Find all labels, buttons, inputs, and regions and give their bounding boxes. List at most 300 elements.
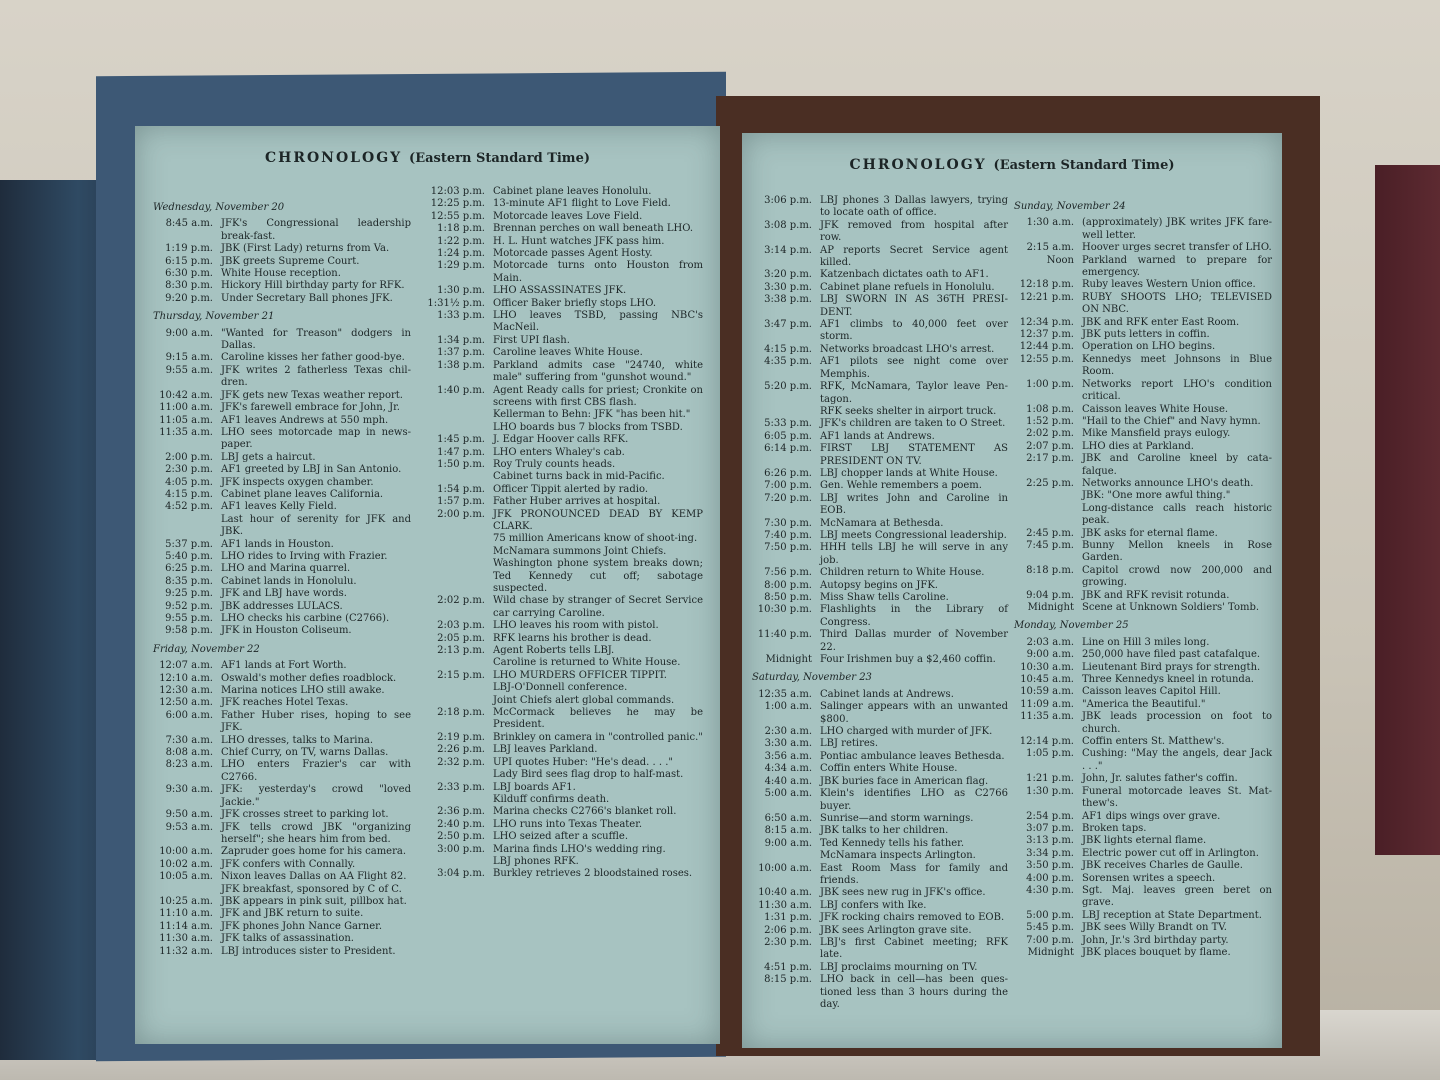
chronology-entry [153, 243, 411, 255]
entry-description: JBK places bouquet by flame. [1082, 946, 1231, 958]
entry-description: Under Secretary Ball phones JFK. [221, 292, 393, 304]
chronology-entry [425, 211, 703, 223]
entry-time: 2:30 a.m. [764, 726, 812, 738]
entry-description: White House reception. [221, 268, 341, 280]
chronology-entry [425, 385, 703, 410]
entry-time: 1:57 p.m. [437, 496, 485, 508]
chronology-entry [1014, 540, 1272, 565]
chronology-entry [425, 819, 703, 831]
entry-description: LHO dresses, talks to Marina. [221, 734, 374, 746]
entry-time: 7:20 p.m. [764, 492, 812, 504]
chronology-entry [425, 595, 703, 620]
chronology-entry [425, 782, 703, 794]
entry-time: Midnight [1027, 946, 1074, 958]
entry-description: Salinger appears with an unwanted $800. [820, 701, 1008, 725]
left-page [135, 126, 720, 1044]
chronology-entry [752, 269, 1008, 281]
entry-description: Brennan perches on wall beneath LHO. [493, 223, 694, 235]
entry-time: 3:47 p.m. [764, 319, 812, 331]
entry-description: Cabinet lands at Andrews. [820, 688, 954, 700]
entry-time: 3:56 a.m. [764, 750, 812, 762]
entry-description: Networks broadcast LHO's arrest. [820, 343, 995, 355]
entry-description: Lady Bird sees flag drop to half-mast. [493, 769, 684, 781]
chronology-entry [153, 415, 411, 427]
entry-description: LBJ writes John and Caroline in EOB. [820, 492, 1008, 517]
chronology-entry [425, 198, 703, 210]
entry-time: 11:30 a.m. [159, 933, 213, 945]
chronology-entry [1014, 416, 1272, 428]
entry-description: Four Irishmen buy a $2,460 coffin. [820, 654, 996, 666]
entry-description: JFK breakfast, sponsored by C of C. [221, 883, 402, 895]
entry-time: 8:50 p.m. [764, 592, 812, 603]
chronology-entry [1014, 947, 1272, 959]
entry-time: 7:40 p.m. [764, 529, 812, 541]
entry-time: 8:35 p.m. [165, 575, 213, 587]
entry-description: JFK reaches Hotel Texas. [221, 697, 349, 709]
chronology-entry [153, 390, 411, 402]
day-heading: Friday, November 22 [153, 643, 260, 655]
entry-time: 12:50 a.m. [159, 697, 213, 709]
entry-time: 9:55 p.m. [165, 613, 213, 624]
entry-description: JFK tells crowd JBK "organizing herself"; she hears him from bed. [221, 821, 411, 845]
entry-description: LBJ introduces sister to President. [221, 945, 396, 957]
entry-time [425, 769, 493, 781]
chronology-entry [752, 974, 1008, 1011]
chronology-entry [153, 933, 411, 945]
entry-time: 4:35 p.m. [764, 356, 812, 368]
entry-time: 2:45 p.m. [1026, 527, 1074, 539]
entry-time: 12:07 a.m. [159, 660, 213, 672]
entry-time: 12:03 p.m. [430, 186, 485, 197]
entry-time: 2:30 p.m. [165, 464, 213, 476]
chronology-entry [752, 738, 1008, 750]
entry-time: 2:05 p.m. [437, 632, 485, 644]
entry-time: 11:30 a.m. [758, 899, 812, 911]
entry-description: Flashlights in the Library of Congress. [820, 604, 1008, 628]
entry-description: Joint Chiefs alert global commands. [493, 694, 675, 706]
chronology-entry [153, 268, 411, 280]
entry-time: 7:00 p.m. [1026, 934, 1074, 946]
chronology-entry [1014, 637, 1272, 649]
entry-time: 12:55 p.m. [1019, 353, 1074, 365]
entry-description: LBJ phones RFK. [493, 855, 579, 867]
entry-description: LBJ proclaims mourning on TV. [820, 961, 978, 973]
chronology-entry [425, 856, 703, 868]
entry-time: 10:30 a.m. [1020, 661, 1074, 673]
chronology-entry [153, 551, 411, 563]
chronology-entry [1014, 674, 1272, 686]
chronology-entry [752, 604, 1008, 629]
entry-time: 12:37 p.m. [1019, 329, 1074, 341]
entry-time: 6:14 p.m. [764, 443, 812, 455]
chronology-entry [153, 859, 411, 871]
entry-time [1014, 503, 1082, 528]
chronology-entry [153, 884, 411, 896]
entry-description: Cabinet plane refuels in Honolulu. [820, 281, 995, 293]
chronology-entry [153, 921, 411, 933]
chronology-entry [153, 747, 411, 759]
chronology-entry [1014, 503, 1272, 528]
entry-description: LHO enters Whaley's cab. [493, 446, 625, 458]
chronology-entry [425, 260, 703, 285]
entry-description: Cushing: "May the angels, dear Jack . . ." [1082, 748, 1272, 772]
chronology-entry [425, 844, 703, 856]
chronology-entry [425, 360, 703, 385]
entry-description: JBK asks for eternal flame. [1082, 527, 1218, 539]
entry-description: "Hail to the Chief" and Navy hymn. [1082, 415, 1261, 427]
title-text: CHRONOLOGY [849, 157, 987, 173]
chronology-entry [1014, 699, 1272, 711]
chronology-entry [752, 245, 1008, 270]
entry-description: LBJ-O'Donnell conference. [493, 682, 628, 694]
entry-time: Noon [1046, 254, 1074, 266]
entry-description: JBK sees new rug in JFK's office. [820, 887, 986, 899]
chronology-entry [752, 356, 1008, 381]
chronology-entry [425, 806, 703, 818]
entry-time: 3:34 p.m. [1026, 847, 1074, 859]
chronology-entry [153, 946, 411, 958]
adjacent-book-right [1375, 165, 1440, 855]
entry-time: 2:18 p.m. [437, 707, 485, 719]
chronology-entry [752, 763, 1008, 775]
entry-time: 1:40 p.m. [437, 384, 485, 396]
chronology-entry [752, 294, 1008, 319]
entry-description: JBK (First Lady) returns from Va. [221, 243, 390, 255]
entry-time: 2:19 p.m. [437, 731, 485, 743]
chronology-entry [153, 563, 411, 575]
entry-time: 5:00 p.m. [1026, 909, 1074, 921]
entry-time: 6:50 a.m. [764, 812, 812, 824]
entry-time: 1:45 p.m. [437, 434, 485, 446]
entry-time: 1:54 p.m. [437, 483, 485, 495]
entry-description: "America the Beautiful." [1082, 698, 1206, 710]
chronology-entry [1014, 292, 1272, 317]
chronology-entry [1014, 441, 1272, 453]
entry-time: 5:20 p.m. [764, 381, 812, 393]
entry-description: Caroline kisses her father good-bye. [221, 352, 405, 364]
chronology-entry [752, 701, 1008, 726]
entry-time [752, 850, 820, 862]
entry-description: Lieutenant Bird prays for strength. [1082, 661, 1261, 673]
chronology-entry [1014, 217, 1272, 242]
entry-time: 2:02 p.m. [437, 595, 485, 607]
entry-description: Caroline leaves White House. [493, 347, 643, 359]
entry-description: Chief Curry, on TV, warns Dallas. [221, 747, 389, 759]
entry-time: 2:40 p.m. [437, 818, 485, 830]
entry-description: Hickory Hill birthday party for RFK. [221, 280, 405, 292]
entry-description: East Room Mass for family and friends. [820, 862, 1008, 886]
entry-time: 8:15 p.m. [764, 974, 812, 986]
chronology-entry [153, 660, 411, 672]
left-page-column-1 [153, 196, 411, 958]
entry-description: JBK puts letters in coffin. [1082, 329, 1210, 341]
entry-time: 9:58 p.m. [165, 625, 213, 637]
entry-description: AF1 lands at Fort Worth. [221, 660, 347, 672]
chronology-entry [1014, 848, 1272, 860]
entry-time [425, 682, 493, 694]
entry-time: 7:50 p.m. [764, 542, 812, 554]
entry-description: JFK's children are taken to O Street. [820, 418, 1006, 430]
entry-description: JBK sees Arlington grave site. [820, 924, 972, 936]
chronology-entry [425, 422, 703, 434]
entry-description: H. L. Hunt watches JFK pass him. [493, 235, 665, 247]
day-heading: Wednesday, November 20 [153, 202, 285, 213]
entry-time: 4:51 p.m. [764, 961, 812, 973]
entry-time: 3:06 p.m. [764, 195, 812, 206]
entry-time: 12:55 p.m. [430, 210, 485, 222]
entry-description: Gen. Wehle remembers a poem. [820, 480, 982, 492]
entry-time: 12:21 p.m. [1019, 291, 1074, 303]
entry-description: Capitol crowd now 200,000 and growing. [1082, 564, 1272, 589]
entry-time [425, 558, 493, 595]
chronology-entry [1014, 873, 1272, 885]
entry-time: 1:50 p.m. [437, 458, 485, 470]
entry-description: JFK's Congressional leadership break-fast. [221, 218, 411, 242]
entry-description: Bunny Mellon kneels in Rose Garden. [1082, 539, 1272, 564]
chronology-entry [1014, 773, 1272, 785]
chronology-entry [153, 539, 411, 551]
entry-description: RFK learns his brother is dead. [493, 632, 652, 644]
entry-description: AF1 lands in Houston. [221, 538, 334, 550]
entry-description: LHO ASSASSINATES JFK. [493, 285, 627, 297]
entry-time: 10:05 a.m. [159, 871, 213, 883]
entry-description: Parkland warned to prepare for emergency. [1082, 254, 1272, 279]
chronology-entry [153, 784, 411, 809]
entry-time: 1:30 a.m. [1026, 217, 1074, 229]
chronology-entry [153, 809, 411, 821]
entry-time [1014, 490, 1082, 502]
entry-description: Broken taps. [1082, 822, 1147, 834]
entry-description: LHO MURDERS OFFICER TIPPIT. [493, 669, 667, 681]
chronology-entry [752, 344, 1008, 356]
chronology-entry [425, 335, 703, 347]
chronology-entry [425, 223, 703, 235]
entry-time: 7:56 p.m. [764, 567, 812, 579]
entry-time: 6:26 p.m. [764, 467, 812, 479]
chronology-entry [425, 285, 703, 297]
entry-time [425, 546, 493, 558]
chronology-entry [153, 822, 411, 847]
entry-description: JFK writes 2 fatherless Texas chil-dren. [221, 364, 411, 389]
entry-description: Kellerman to Behn: JFK "has been hit." [493, 409, 691, 421]
entry-description: UPI quotes Huber: "He's dead. . . ." [493, 756, 674, 768]
entry-description: JFK removed from hospital after row. [820, 219, 1008, 244]
chronology-entry [1014, 835, 1272, 847]
entry-time: 8:23 a.m. [165, 759, 213, 771]
entry-time [425, 422, 493, 434]
entry-time: 7:30 p.m. [764, 517, 812, 529]
chronology-entry [153, 896, 411, 908]
entry-description: (approximately) JBK writes JFK fare-well letter. [1082, 217, 1272, 241]
entry-time: Midnight [1027, 602, 1074, 613]
entry-description: LHO runs into Texas Theater. [493, 818, 643, 830]
entry-time: 10:42 a.m. [159, 389, 213, 401]
entry-time: 2:26 p.m. [437, 744, 485, 756]
chronology-entry [1014, 885, 1272, 910]
chronology-entry [1014, 317, 1272, 329]
entry-time: 6:15 p.m. [165, 255, 213, 267]
chronology-entry [425, 546, 703, 558]
chronology-entry [153, 846, 411, 858]
entry-time: 1:05 p.m. [1026, 748, 1074, 760]
entry-description: Wild chase by stranger of Secret Service car carrying Caroline. [493, 595, 703, 619]
entry-description: JBK sees Willy Brandt on TV. [1082, 922, 1227, 934]
entry-time: 3:38 p.m. [764, 294, 812, 306]
entry-time: 1:31 p.m. [764, 912, 812, 924]
entry-description: Parkland admits case "24740, white male" suffering from "gunshot wound." [493, 359, 703, 384]
entry-time: 3:50 p.m. [1026, 860, 1074, 872]
chronology-entry [153, 759, 411, 784]
chronology-entry [1014, 922, 1272, 934]
chronology-entry [425, 868, 703, 880]
entry-time [153, 884, 221, 896]
entry-description: LHO rides to Irving with Frazier. [221, 550, 388, 562]
entry-time: 8:00 p.m. [764, 579, 812, 591]
entry-description: LBJ leaves Parkland. [493, 744, 598, 756]
entry-time: 1:00 a.m. [764, 701, 812, 713]
chronology-entry [752, 443, 1008, 468]
chronology-entry [752, 319, 1008, 344]
entry-time: 12:25 p.m. [430, 198, 485, 210]
entry-time: 11:40 p.m. [757, 629, 812, 641]
entry-time: 6:30 p.m. [165, 268, 213, 280]
entry-description: McCormack believes he may be President. [493, 707, 703, 731]
chronology-entry [1014, 428, 1272, 440]
entry-time: 2:33 p.m. [437, 781, 485, 793]
entry-time: 2:25 p.m. [1026, 477, 1074, 489]
chronology-entry [425, 509, 703, 534]
entry-time [425, 856, 493, 868]
entry-description: LBJ retires. [820, 738, 879, 750]
chronology-entry [752, 838, 1008, 850]
entry-time: 9:00 a.m. [1026, 649, 1074, 661]
entry-time [425, 409, 493, 421]
chronology-entry [425, 831, 703, 843]
entry-time [425, 794, 493, 806]
entry-time: 10:30 p.m. [757, 604, 812, 616]
entry-time: 12:35 a.m. [758, 688, 812, 700]
entry-description: JBK and Caroline kneel by cata-falque. [1082, 453, 1272, 477]
entry-time: 3:30 a.m. [764, 738, 812, 750]
entry-time: 10:02 a.m. [159, 858, 213, 870]
entry-time: 3:13 p.m. [1026, 835, 1074, 847]
entry-time: 3:04 p.m. [437, 868, 485, 880]
entry-description: JBK leads procession on foot to church. [1082, 711, 1272, 735]
entry-time: 4:15 p.m. [165, 488, 213, 500]
chronology-entry [425, 620, 703, 632]
entry-time [153, 514, 221, 539]
chronology-entry [1014, 279, 1272, 291]
entry-description: JFK inspects oxygen chamber. [221, 476, 374, 488]
entry-description: JFK phones John Nance Garner. [221, 920, 383, 932]
chronology-entry [425, 645, 703, 657]
entry-description: Pontiac ambulance leaves Bethesda. [820, 750, 1005, 762]
chronology-entry [425, 409, 703, 421]
entry-time: 9:20 p.m. [165, 292, 213, 304]
entry-description: LBJ confers with Ike. [820, 899, 927, 911]
entry-description: Klein's identifies LHO as C2766 buyer. [820, 788, 1008, 812]
entry-description: JFK and LBJ have words. [221, 588, 347, 600]
chronology-entry [425, 447, 703, 459]
chronology-entry [153, 352, 411, 364]
chronology-entry [425, 744, 703, 756]
entry-description: JFK: yesterday's crowd "loved Jackie." [221, 784, 411, 808]
chronology-entry [1014, 490, 1272, 502]
entry-time: 3:00 p.m. [437, 843, 485, 855]
entry-description: Operation on LHO begins. [1082, 341, 1216, 353]
entry-description: Father Huber arrives at hospital. [493, 496, 661, 508]
entry-description: Sgt. Maj. leaves green beret on grave. [1082, 884, 1272, 909]
entry-time: 2:15 a.m. [1026, 242, 1074, 254]
chronology-entry [1014, 404, 1272, 416]
entry-description: McNamara at Bethesda. [820, 517, 944, 529]
entry-time: 4:52 p.m. [165, 501, 213, 513]
entry-description: Last hour of serenity for JFK and JBK. [221, 513, 411, 538]
entry-description: RFK, McNamara, Taylor leave Pen-tagon. [820, 381, 1008, 405]
entry-description: Father Huber rises, hoping to see JFK. [221, 709, 411, 734]
subtitle-text: (Eastern Standard Time) [409, 151, 590, 166]
chronology-entry [1014, 528, 1272, 540]
entry-description: J. Edgar Hoover calls RFK. [493, 434, 629, 446]
entry-description: JFK confers with Connally. [221, 858, 356, 870]
chronology-entry [425, 310, 703, 335]
entry-description: Coffin enters White House. [820, 763, 958, 775]
entry-time: 12:10 a.m. [159, 672, 213, 684]
chronology-entry [752, 900, 1008, 912]
entry-description: JBK and RFK revisit rotunda. [1082, 589, 1230, 601]
chronology-entry [752, 825, 1008, 837]
entry-description: Motorcade leaves Love Field. [493, 210, 643, 222]
entry-description: Third Dallas murder of November 22. [820, 629, 1008, 653]
entry-description: Miss Shaw tells Caroline. [820, 592, 949, 603]
chronology-entry [752, 418, 1008, 430]
entry-description: Children return to White House. [820, 567, 985, 579]
entry-time: 11:35 a.m. [159, 426, 213, 438]
entry-description: LHO charged with murder of JFK. [820, 726, 993, 738]
chronology-entry [153, 427, 411, 452]
entry-time: 2:07 p.m. [1026, 440, 1074, 452]
chronology-entry [425, 707, 703, 732]
entry-description: Officer Baker briefly stops LHO. [493, 297, 657, 309]
chronology-entry [1014, 649, 1272, 661]
entry-time: 12:34 p.m. [1019, 316, 1074, 328]
entry-description: RUBY SHOOTS LHO; TELEVISED ON NBC. [1082, 291, 1272, 316]
entry-description: Sorensen writes a speech. [1082, 872, 1216, 884]
chronology-entry [153, 576, 411, 588]
entry-time: 9:55 a.m. [165, 364, 213, 376]
entry-description: Marina checks C2766's blanket roll. [493, 806, 677, 818]
chronology-entry [153, 293, 411, 305]
entry-description: AF1 leaves Andrews at 550 mph. [221, 414, 389, 426]
entry-description: AF1 greeted by LBJ in San Antonio. [221, 464, 402, 476]
entry-time: Midnight [765, 654, 812, 666]
entry-description: 75 million Americans know of shoot-ing. [493, 533, 698, 545]
entry-time: 4:34 a.m. [764, 763, 812, 775]
entry-time: 2:50 p.m. [437, 831, 485, 843]
entry-description: LBJ SWORN IN AS 36TH PRESI-DENT. [820, 294, 1008, 318]
entry-description: LHO leaves TSBD, passing NBC's MacNeil. [493, 310, 703, 334]
entry-time: 1:19 p.m. [165, 243, 213, 255]
chronology-entry [752, 726, 1008, 738]
entry-time: 9:00 a.m. [165, 327, 213, 339]
entry-description: LHO dies at Parkland. [1082, 440, 1194, 452]
chronology-entry [425, 695, 703, 707]
entry-time: 8:45 a.m. [165, 218, 213, 230]
entry-time: 9:00 a.m. [764, 837, 812, 849]
entry-time: 2:30 p.m. [764, 936, 812, 948]
entry-description: LHO seized after a scuffle. [493, 831, 629, 843]
chronology-entry [752, 282, 1008, 294]
